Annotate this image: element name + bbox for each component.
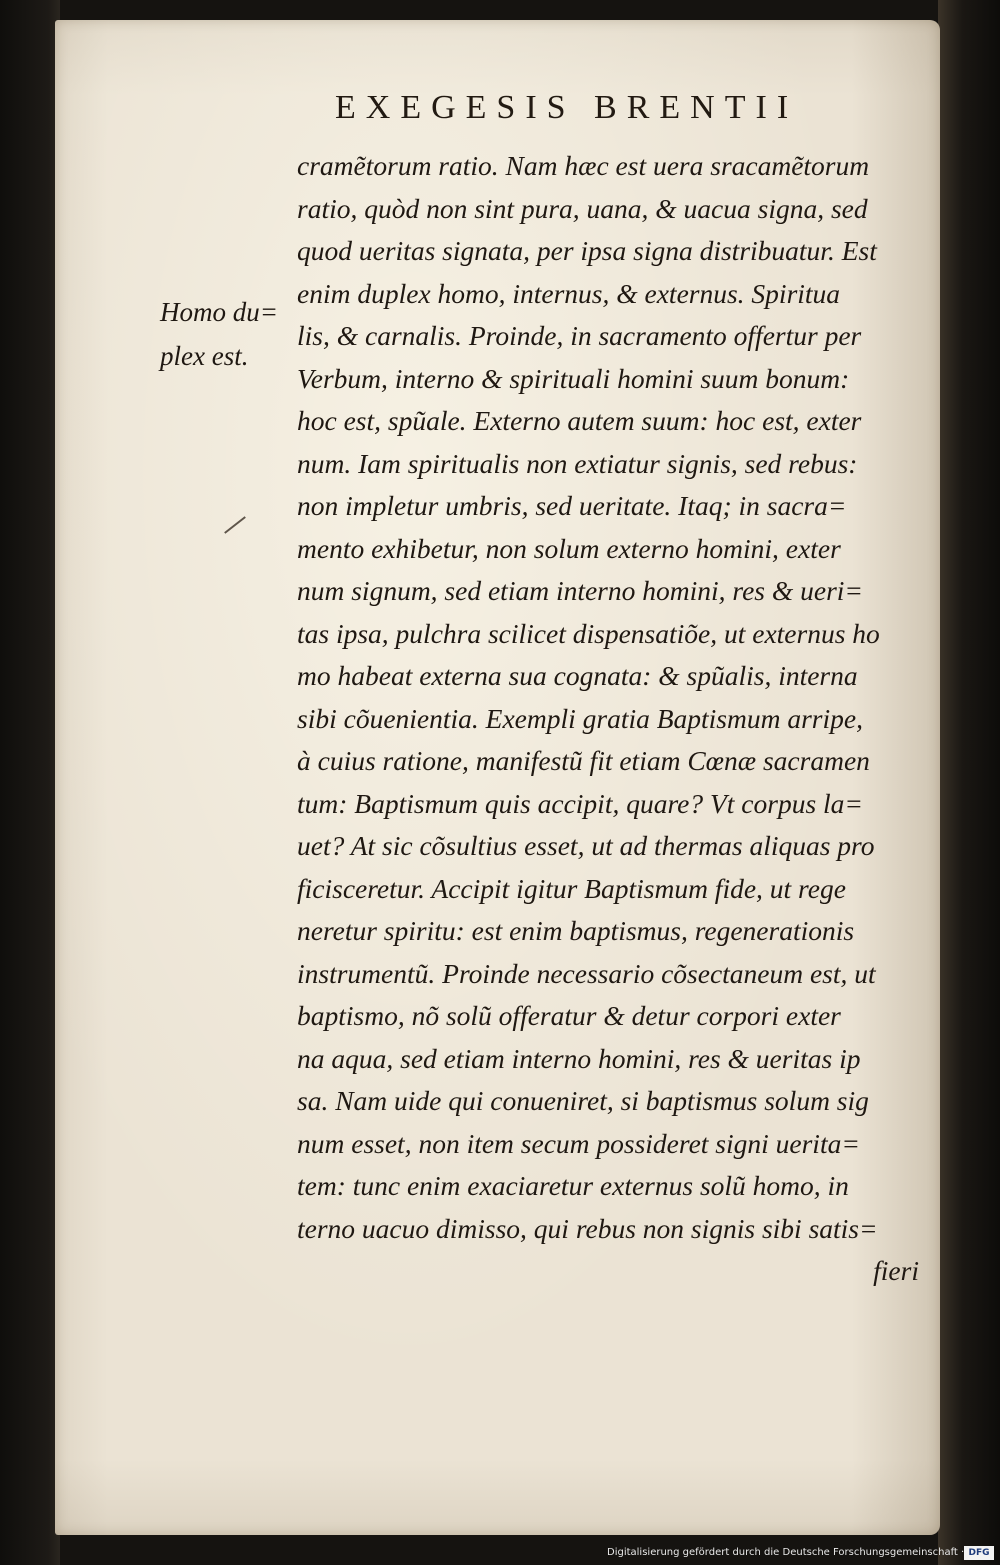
text-line: Verbum, interno & spirituali homini suum bonum:	[297, 362, 850, 394]
text-line: enim duplex homo, internus, & externus. Spiritua	[297, 277, 841, 309]
margin-note-line: plex est.	[160, 341, 249, 371]
text-line: na aqua, sed etiam interno homini, res & ueritas ip	[297, 1042, 861, 1074]
text-line: hoc est, spũale. Externo autem suum: hoc est, exter	[297, 405, 862, 436]
margin-note-line: Homo du=	[160, 297, 278, 327]
text-line: num signum, sed etiam interno homini, res & ueri=	[297, 575, 863, 606]
text-line: baptismo, nõ solũ offeratur & detur corpori exter	[297, 1000, 841, 1031]
scan-background-left	[0, 0, 60, 1565]
book-edge-right	[938, 0, 1000, 1565]
text-line: neretur spiritu: est enim baptismus, regenerationis	[297, 915, 855, 946]
text-line: tem: tunc enim exaciaretur externus solũ homo, in	[297, 1170, 849, 1201]
text-line: quod ueritas signata, per ipsa signa distribuatur. Est	[297, 235, 877, 266]
text-line: cramẽtorum ratio. Nam hæc est uera sracamẽtorum	[297, 150, 870, 181]
text-line: num esset, non item secum possideret signi ueritа=	[297, 1127, 860, 1159]
text-line: num. Iam spiritualis non extiatur signis, sed rebus:	[297, 447, 858, 479]
text-line: mento exhibetur, non solum externo homini, exter	[297, 532, 841, 564]
dfg-logo: DFG	[964, 1546, 994, 1560]
text-line: sa. Nam uide qui conueniret, si baptismus solum sig	[297, 1085, 869, 1116]
body-text	[297, 145, 927, 1293]
text-line: non impletur umbris, sed ueritate. Itaq; in sacra=	[297, 490, 847, 521]
text-line: lis, & carnalis. Proinde, in sacramento offertur per	[297, 320, 862, 351]
text-line: à cuius ratione, manifestũ fit etiam Cœnæ sacramen	[297, 745, 870, 776]
digitization-credit: Digitalisierung gefördert durch die Deutsche Forschungsgemeinschaft ·	[607, 1547, 965, 1558]
text-line: sibi cõuenientia. Exempli gratia Baptismum arripe,	[297, 702, 863, 734]
text-line: terno uacuo dimisso, qui rebus non signis sibi satis=	[297, 1212, 878, 1244]
text-line: tum: Baptismum quis accipit, quare? Vt corpus la=	[297, 787, 863, 819]
text-line: instrumentũ. Proinde necessario cõsectaneum est, ut	[297, 957, 876, 989]
text-line: ficisceretur. Accipit igitur Baptismum fide, ut rege	[297, 872, 846, 904]
catchword: fieri	[873, 1255, 919, 1286]
running-header: EXEGESIS BRENTII	[335, 89, 799, 126]
text-line: tas ipsa, pulchra scilicet dispensatiõe, ut externus ho	[297, 617, 880, 649]
text-line: ratio, quòd non sint pura, uana, & uacua signa, sed	[297, 192, 868, 224]
text-line: mo habeat externa sua cognata: & spũalis, interna	[297, 660, 858, 691]
margin-note	[160, 290, 300, 378]
text-line: uet? At sic cõsultius esset, ut ad thermas aliquas pro	[297, 830, 875, 861]
